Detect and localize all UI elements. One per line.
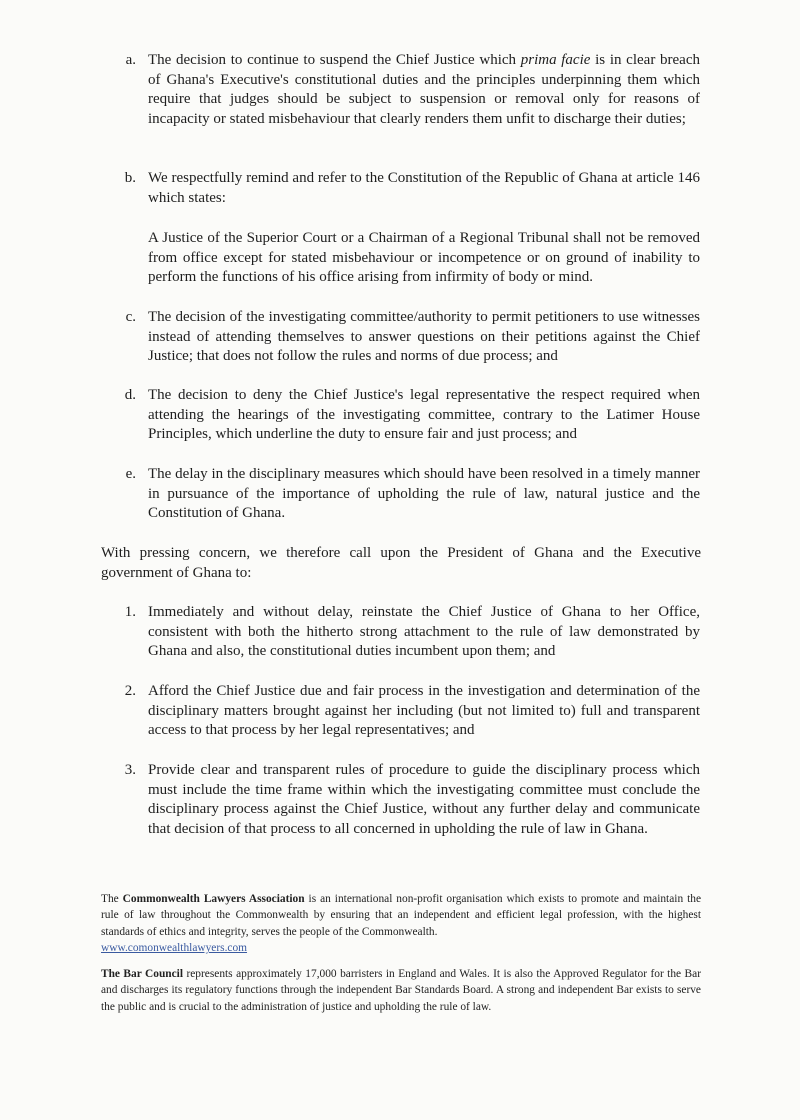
list-marker: a. bbox=[125, 52, 136, 68]
concern-text: The decision to deny the Chief Justice's legal representative the respect required when attending the hearings of the investigating committee, contrary to the Latimer House Principles, which underline the duty to ensure fair and just process; and bbox=[148, 387, 700, 443]
cla-website-link[interactable]: www.comonwealthlawyers.com bbox=[101, 942, 248, 955]
demand-text: Afford the Chief Justice due and fair process in the investigation and determination of the disciplinary matters brought against her including (but not limited to) full and transparent access to that process by her legal representatives; and bbox=[148, 683, 700, 739]
list-marker: c. bbox=[125, 309, 136, 325]
footer-cla-paragraph bbox=[101, 891, 701, 957]
concern-text bbox=[148, 51, 700, 129]
footer-text: The bbox=[101, 893, 123, 905]
org-name-cla: Commonwealth Lawyers Association bbox=[122, 893, 305, 905]
list-marker: 1. bbox=[124, 604, 136, 620]
org-name-bar-council: The Bar Council bbox=[101, 968, 183, 980]
list-marker: e. bbox=[125, 466, 136, 482]
footer-text: is an international non-profit organisation which exists to promote and maintain the rule of law throughout the Commonwealth by ensuring that an independent and efficient legal profession, with the highest standards of ethics and integrity, serves the people of the Commonwealth. bbox=[101, 893, 701, 938]
list-marker: 2. bbox=[124, 683, 136, 699]
demand-text: Provide clear and transparent rules of procedure to guide the disciplinary process which must include the time frame within which the investigating committee must conclude the disciplinary process against the Chief Justice, without any further delay and communicate that decision of that process to all concerned in upholding the rule of law in Ghana. bbox=[148, 762, 700, 837]
demand-text: Immediately and without delay, reinstate the Chief Justice of Ghana to her Office, consistent with both the hitherto strong attachment to the rule of law demonstrated by Ghana and also, the constitutional duties incumbent upon them; and bbox=[148, 604, 700, 660]
footer-bar-council-paragraph bbox=[101, 966, 701, 1015]
footer-text: represents approximately 17,000 barristers in England and Wales. It is also the Approved Regulator for the Bar and discharges its regulatory functions through the independent Bar Standards Board. A strong and independent Bar exists to serve the public and is crucial to the administration of justice and upholding the rule of law. bbox=[101, 968, 701, 1013]
concern-text: The delay in the disciplinary measures which should have been resolved in a timely manner in pursuance of the importance of upholding the rule of law, natural justice and the Constitution of Ghana. bbox=[148, 466, 700, 522]
call-paragraph: With pressing concern, we therefore call upon the President of Ghana and the Executive government of Ghana to: bbox=[101, 545, 701, 581]
concern-text-part: is in clear breach of Ghana's Executive's constitutional duties and the principles underpinning them which require that judges should be subject to suspension or removal only for reasons of incapacity or stated misbehaviour that clearly renders them unfit to discharge their duties; bbox=[148, 52, 700, 127]
list-marker: b. bbox=[124, 170, 136, 186]
italic-phrase: prima facie bbox=[520, 52, 591, 68]
list-marker: 3. bbox=[124, 762, 136, 778]
concern-text: The decision of the investigating committee/authority to permit petitioners to use witnesses instead of attending themselves to answer questions on their petitions against the Chief Justice; that does not follow the rules and norms of due process; and bbox=[148, 309, 700, 365]
constitution-quote: A Justice of the Superior Court or a Chairman of a Regional Tribunal shall not be removed from office except for stated misbehaviour or incompetence or on ground of inability to perform the functions of his office arising from infirmity of body or mind. bbox=[148, 230, 700, 286]
concern-text: We respectfully remind and refer to the Constitution of the Republic of Ghana at article 146 which states: bbox=[148, 170, 700, 206]
concern-text-part: The decision to continue to suspend the Chief Justice which bbox=[148, 52, 521, 68]
list-marker: d. bbox=[124, 387, 136, 403]
